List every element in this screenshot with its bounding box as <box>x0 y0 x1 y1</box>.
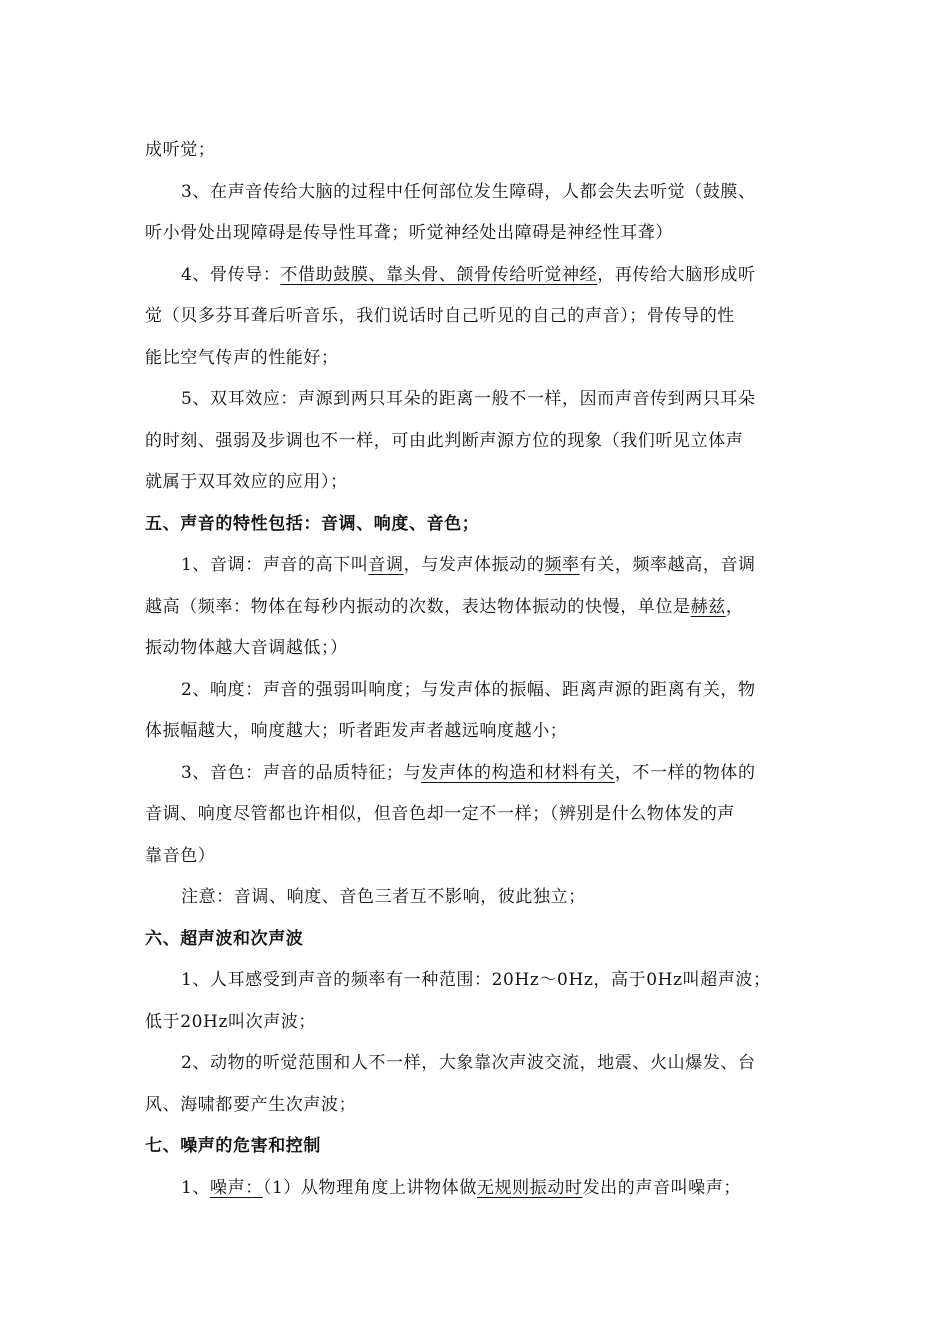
text-line <box>181 387 810 411</box>
text-segment: 2、响度：声音的强弱叫响度；与发声体的振幅、距离声源的距离有关，物 <box>181 680 756 700</box>
text-segment: 5、双耳效应：声源到两只耳朵的距离一般不一样，因而声音传到两只耳朵 <box>181 389 756 409</box>
text-line <box>145 1010 810 1034</box>
text-line <box>145 636 810 660</box>
underlined-text: 不借助鼓膜、靠头骨、颌骨传给听觉神经 <box>280 265 598 285</box>
text-segment: 风、海啸都要产生次声波； <box>145 1095 357 1115</box>
text-line <box>181 678 810 702</box>
text-line <box>181 180 810 204</box>
text-line <box>181 553 810 577</box>
text-segment: （1）从物理角度上讲物体做 <box>262 1178 477 1198</box>
text-segment: 有关，频率越高，音调 <box>579 555 756 575</box>
text-segment: ，不一样的物体的 <box>614 763 756 783</box>
text-line <box>145 595 810 619</box>
text-segment: 2、动物的听觉范围和人不一样，大象靠次声波交流，地震、火山爆发、台 <box>181 1053 756 1073</box>
text-line <box>145 221 810 245</box>
text-line <box>181 1051 810 1075</box>
text-line <box>181 263 810 287</box>
section-heading <box>145 512 810 536</box>
section-heading <box>145 1134 810 1158</box>
text-line <box>181 761 810 785</box>
text-segment: 振动物体越大音调越低；） <box>145 638 348 658</box>
underlined-text: 频率 <box>544 555 580 575</box>
text-segment: 靠音色） <box>145 846 216 866</box>
text-segment: 六、超声波和次声波 <box>145 929 304 949</box>
text-segment: 1、音调：声音的高下叫 <box>181 555 369 575</box>
underlined-text: 发声体的构造和材料有关 <box>421 763 615 783</box>
text-segment: 低于20Hz叫次声波； <box>145 1012 317 1032</box>
text-segment: 的时刻、强弱及步调也不一样，可由此判断声源方位的现象（我们听见立体声 <box>145 431 744 451</box>
text-line <box>145 346 810 370</box>
text-segment: 能比空气传声的性能好； <box>145 348 339 368</box>
text-segment: 越高（频率：物体在每秒内振动的次数，表达物体振动的快慢，单位是 <box>145 597 691 617</box>
text-segment: 五、声音的特性包括：音调、响度、音色； <box>145 514 480 534</box>
text-segment: ，再传给大脑形成听 <box>597 265 756 285</box>
text-segment: 3、在声音传给大脑的过程中任何部位发生障碍，人都会失去听觉（鼓膜、 <box>181 182 756 202</box>
text-line <box>145 802 810 826</box>
text-segment: 注意：音调、响度、音色三者互不影响，彼此独立； <box>181 887 586 907</box>
text-line <box>181 968 810 992</box>
underlined-text: 无规则振动时 <box>476 1178 583 1198</box>
text-segment: ，与发声体振动的 <box>403 555 545 575</box>
text-segment: 4、骨传导： <box>181 265 281 285</box>
underlined-text: 赫兹 <box>690 597 726 617</box>
text-segment: 1、人耳感受到声音的频率有一种范围：20Hz～0Hz，高于0Hz叫超声波； <box>181 970 771 990</box>
text-line <box>145 719 810 743</box>
text-segment: 七、噪声的危害和控制 <box>145 1136 321 1156</box>
text-segment: 3、音色：声音的品质特征；与 <box>181 763 422 783</box>
section-heading <box>145 927 810 951</box>
text-segment: 1、 <box>181 1178 211 1198</box>
underlined-text: 音调 <box>368 555 404 575</box>
text-line <box>181 885 810 909</box>
text-line <box>145 138 810 162</box>
text-segment: 听小骨处出现障碍是传导性耳聋；听觉神经处出障碍是神经性耳聋） <box>145 223 673 243</box>
text-segment: 发出的声音叫噪声； <box>582 1178 741 1198</box>
underlined-text: 噪声： <box>210 1178 263 1198</box>
text-line <box>145 429 810 453</box>
text-segment: ， <box>725 597 744 617</box>
text-segment: 觉（贝多芬耳聋后听音乐，我们说话时自己听见的自己的声音）；骨传导的性 <box>145 306 735 326</box>
text-segment: 就属于双耳效应的应用）； <box>145 472 348 492</box>
text-segment: 音调、响度尽管都也许相似，但音色却一定不一样；（辨别是什么物体发的声 <box>145 804 735 824</box>
text-line <box>145 844 810 868</box>
text-line <box>181 1176 810 1200</box>
text-line <box>145 470 810 494</box>
text-segment: 成听觉； <box>145 140 216 160</box>
text-segment: 体振幅越大，响度越大；听者距发声者越远响度越小； <box>145 721 568 741</box>
text-line <box>145 1093 810 1117</box>
text-line <box>145 304 810 328</box>
